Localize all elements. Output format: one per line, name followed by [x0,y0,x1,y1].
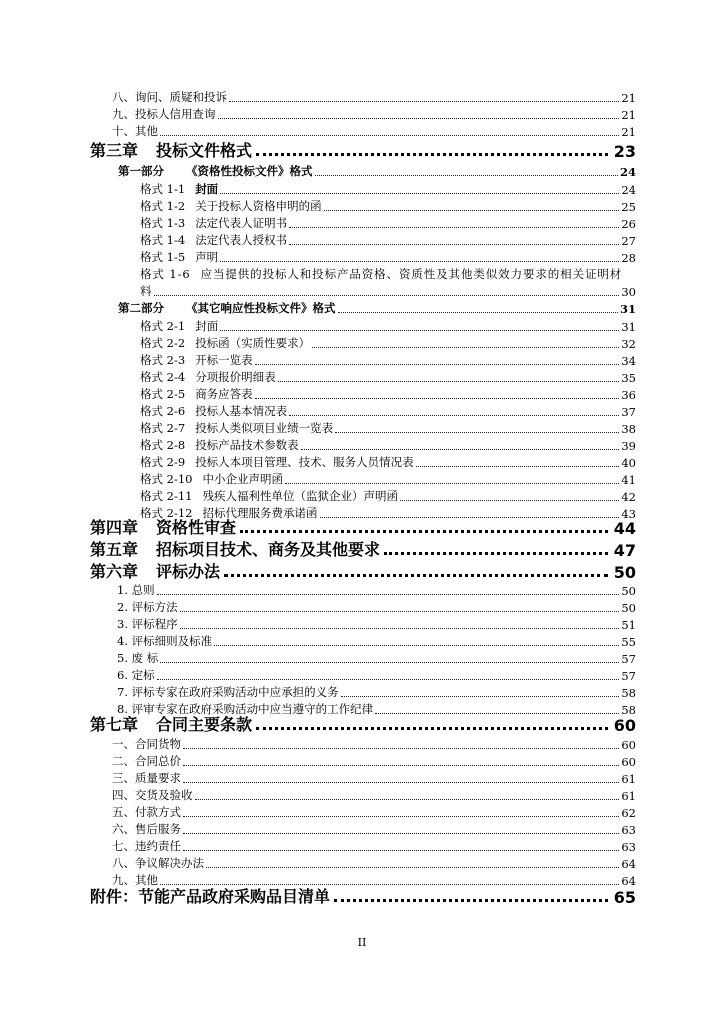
toc-entry-title: 商务应答表 [195,387,253,401]
dot-leader [301,449,620,450]
toc-entry-title: 五、付款方式 [112,805,181,819]
toc-entry[interactable] [117,632,636,649]
dot-leader [289,244,619,245]
toc-part[interactable] [118,162,636,179]
toc-page-number: 28 [621,251,636,265]
dot-leader [195,799,620,800]
dot-leader [335,432,619,433]
toc-page-number: 51 [621,618,636,632]
dot-leader [278,381,620,382]
toc-page-number: 34 [621,354,636,368]
toc-page-number: 58 [621,686,636,700]
toc-page-number: 60 [621,738,636,752]
toc-entry-title: 关于投标人资格申明的函 [195,199,322,213]
dot-leader [285,483,619,484]
toc-entry[interactable] [140,248,636,265]
part-number: 第一部分 [118,164,164,178]
chapter-title: 招标项目技术、商务及其他要求 [156,540,381,559]
toc-page-number: 31 [621,320,636,334]
dot-leader [240,530,608,533]
appendix-title: 附件：节能产品政府采购品目清单 [90,887,331,906]
format-number: 格式 1-3 [140,216,186,230]
toc-page-number: 57 [621,669,636,683]
dot-leader [384,552,608,555]
part-number: 第二部分 [118,301,164,315]
toc-page-number: 41 [621,473,636,487]
chapter-number: 第六章 [90,562,139,581]
toc-entry-title: 1. 总则 [117,583,155,597]
format-number: 格式 2-5 [140,387,186,401]
toc-entry-title: 2. 评标方法 [117,600,178,614]
format-number: 格式 2-2 [140,336,186,350]
format-number: 格式 2-8 [140,438,186,452]
toc-page-number: 65 [613,888,636,907]
toc-page-number: 64 [621,857,636,871]
toc-part[interactable] [118,299,636,316]
part-title: 《资格性投标文件》格式 [186,164,313,178]
chapter-title: 合同主要条款 [156,715,253,734]
dot-leader [220,261,619,262]
dot-leader [157,594,620,595]
toc-entry-title: 应当提供的投标人和投标产品资格、资质性及其他类似效力要求的相关证明材 [200,267,623,281]
format-number: 格式 1-1 [140,182,186,196]
toc-page-number: 63 [621,840,636,854]
toc-page-number: 40 [621,456,636,470]
toc-page-number: 35 [621,371,636,385]
toc-entry[interactable] [112,803,636,820]
toc-page-number: 50 [621,584,636,598]
toc-chapter[interactable] [90,139,636,161]
toc-entry-title: 4. 评标细则及标准 [117,634,213,648]
toc-entry[interactable] [140,231,636,248]
toc-entry-title-continued: 料 [140,284,152,298]
toc-chapter[interactable] [90,538,636,560]
toc-page-number: 21 [621,108,636,122]
chapter-number: 第七章 [90,715,139,734]
toc-entry[interactable] [117,683,636,700]
dot-leader [183,782,619,783]
toc-entry-title: 六、售后服务 [112,822,181,836]
toc-page-number: 60 [613,716,636,735]
dot-leader [214,645,619,646]
toc-entry-title: 八、询问、质疑和投诉 [112,90,227,104]
dot-leader [416,466,620,467]
format-number: 格式 2-1 [140,319,186,333]
toc-entry[interactable] [140,453,636,470]
toc-page-number: 39 [621,439,636,453]
toc-entry[interactable] [117,598,636,615]
dot-leader [255,364,620,365]
toc-entry-title: 九、投标人信用查询 [112,107,216,121]
toc-page-number: 64 [621,874,636,888]
toc-entry-title: 封面 [195,182,219,196]
toc-entry-title: 法定代表人授权书 [195,233,288,247]
toc-entry-title: 二、合同总价 [112,754,181,768]
toc-entry-title: 法定代表人证明书 [195,216,288,230]
chapter-title: 评标办法 [156,562,221,581]
toc-entry[interactable] [140,402,636,419]
toc-entry-title: 四、交货及验收 [112,788,193,802]
toc-page-number: 23 [613,142,636,161]
toc-page-number: 24 [619,165,636,179]
toc-entry-title: 投标函（实质性要求） [195,336,311,350]
format-number: 格式 2-4 [140,370,186,384]
toc-entry-title: 三、质量要求 [112,771,181,785]
toc-chapter[interactable] [90,560,636,582]
toc-entry[interactable] [112,122,636,139]
toc-page-number: 43 [621,507,636,521]
toc-entry[interactable] [140,436,636,453]
dot-leader [160,135,619,136]
toc-entry[interactable] [140,419,636,436]
dot-leader [289,227,619,228]
toc-page-number: 25 [621,200,636,214]
toc-page-number: 27 [621,234,636,248]
toc-page-number: 36 [621,388,636,402]
part-title: 《其它响应性投标文件》格式 [186,301,336,315]
toc-page-number: 50 [613,563,636,582]
toc-page-number: 38 [621,422,636,436]
dot-leader [312,347,619,348]
dot-leader [154,295,620,296]
toc-entry[interactable] [140,180,636,197]
toc-entry-title: 7. 评标专家在政府采购活动中应承担的义务 [117,685,339,699]
dot-leader [224,574,608,577]
format-number: 格式 1-4 [140,233,186,247]
toc-entry[interactable] [140,368,636,385]
toc-entry[interactable] [140,470,636,487]
format-number: 格式 2-11 [140,489,193,503]
dot-leader [180,611,620,612]
dot-leader [183,850,619,851]
toc-entry-title: 十、其他 [112,124,158,138]
toc-page-number: 50 [621,601,636,615]
toc-entry[interactable] [112,769,636,786]
toc-entry[interactable] [140,334,636,351]
toc-page-number: 26 [621,217,636,231]
toc-chapter[interactable] [90,713,636,735]
dot-leader [255,398,620,399]
dot-leader [256,153,608,156]
toc-chapter[interactable] [90,516,636,538]
toc-entry-title: 6. 定标 [117,668,155,682]
format-number: 格式 1-2 [140,199,186,213]
dot-leader [157,679,620,680]
dot-leader [338,312,618,313]
toc-entry[interactable] [140,487,636,504]
dot-leader [289,415,619,416]
toc-page-number: 58 [621,703,636,717]
dot-leader [206,867,619,868]
dot-leader [220,193,619,194]
dot-leader [180,628,620,629]
toc-page-number: 57 [621,652,636,666]
dot-leader [334,899,608,902]
dot-leader [229,101,619,102]
dot-leader [183,748,619,749]
toc-page-number: 24 [621,183,636,197]
toc-entry-title: 声明 [195,250,219,264]
toc-page-number: 42 [621,490,636,504]
toc-entry[interactable] [140,214,636,231]
format-number: 格式 2-7 [140,421,186,435]
format-number: 格式 2-10 [140,472,193,486]
toc-entry[interactable] [140,197,636,214]
toc-page-number: 60 [621,755,636,769]
toc-page-number: 32 [621,337,636,351]
toc-page-number: 47 [613,541,636,560]
dot-leader [183,765,619,766]
toc-page-number: 62 [621,806,636,820]
page-footer-number: II [357,936,367,949]
dot-leader [160,662,619,663]
toc-entry-title: 招标代理服务费承诺函 [202,506,318,520]
toc-entry[interactable] [112,752,636,769]
toc-entry-continuation[interactable] [140,282,636,299]
toc-entry-title: 8. 评审专家在政府采购活动中应当遵守的工作纪律 [117,702,374,716]
toc-page-number: 31 [619,302,636,316]
toc-entry-title: 八、争议解决办法 [112,856,204,870]
dot-leader [315,175,618,176]
toc-entry[interactable] [140,385,636,402]
toc-entry-title: 投标人基本情况表 [195,404,288,418]
dot-leader [183,833,619,834]
toc-entry[interactable] [112,735,636,752]
dot-leader [341,696,620,697]
dot-leader [218,118,620,119]
toc-entry-title: 投标产品技术参数表 [195,438,299,452]
format-number: 格式 2-9 [140,455,186,469]
toc-entry-title: 投标人本项目管理、技术、服务人员情况表 [195,455,414,469]
toc-page-number: 21 [621,125,636,139]
format-number: 格式 2-3 [140,353,186,367]
toc-entry[interactable] [140,351,636,368]
toc-entry[interactable] [112,786,636,803]
toc-entry[interactable] [140,265,636,282]
toc-page-number: 30 [621,285,636,299]
toc-entry-title: 七、违约责任 [112,839,181,853]
toc-entry[interactable] [112,854,636,871]
toc-entry-title: 封面 [195,319,219,333]
toc-entry-title: 5. 废 标 [117,651,159,665]
chapter-number: 第四章 [90,518,139,537]
chapter-number: 第五章 [90,540,139,559]
toc-entry[interactable] [112,820,636,837]
format-number: 格式 2-6 [140,404,186,418]
toc-entry[interactable] [112,88,636,105]
toc-appendix[interactable] [90,885,636,907]
toc-page-number: 61 [621,789,636,803]
dot-leader [256,727,608,730]
toc-entry[interactable] [117,649,636,666]
format-number: 格式 1-5 [140,250,186,264]
toc-entry[interactable] [112,837,636,854]
toc-entry-title: 一、合同货物 [112,737,181,751]
format-number: 格式 2-12 [140,506,193,520]
toc-page-number: 63 [621,823,636,837]
toc-entry-title: 残疾人福利性单位（监狱企业）声明函 [202,489,398,503]
toc-entry-title: 开标一览表 [195,353,253,367]
toc-entry[interactable] [112,105,636,122]
toc-entry[interactable] [117,581,636,598]
format-number: 格式 1-6 [140,267,191,281]
toc-page-number: 21 [621,91,636,105]
toc-entry[interactable] [117,666,636,683]
dot-leader [324,210,620,211]
dot-leader [400,500,619,501]
toc-entry-title: 分项报价明细表 [195,370,276,384]
toc-entry-title: 九、其他 [112,873,158,887]
toc-entry[interactable] [117,615,636,632]
chapter-number: 第三章 [90,141,139,160]
toc-entry[interactable] [140,317,636,334]
toc-entry-title: 中小企业声明函 [202,472,283,486]
toc-page-number: 61 [621,772,636,786]
toc-page-number: 37 [621,405,636,419]
chapter-title: 投标文件格式 [156,141,253,160]
toc-page-number: 55 [621,635,636,649]
chapter-title: 资格性审查 [156,518,237,537]
toc-entry-title: 投标人类似项目业绩一览表 [195,421,334,435]
toc-page-number: 44 [613,519,636,538]
dot-leader [220,330,619,331]
dot-leader [183,816,619,817]
toc-entry-title: 3. 评标程序 [117,617,178,631]
